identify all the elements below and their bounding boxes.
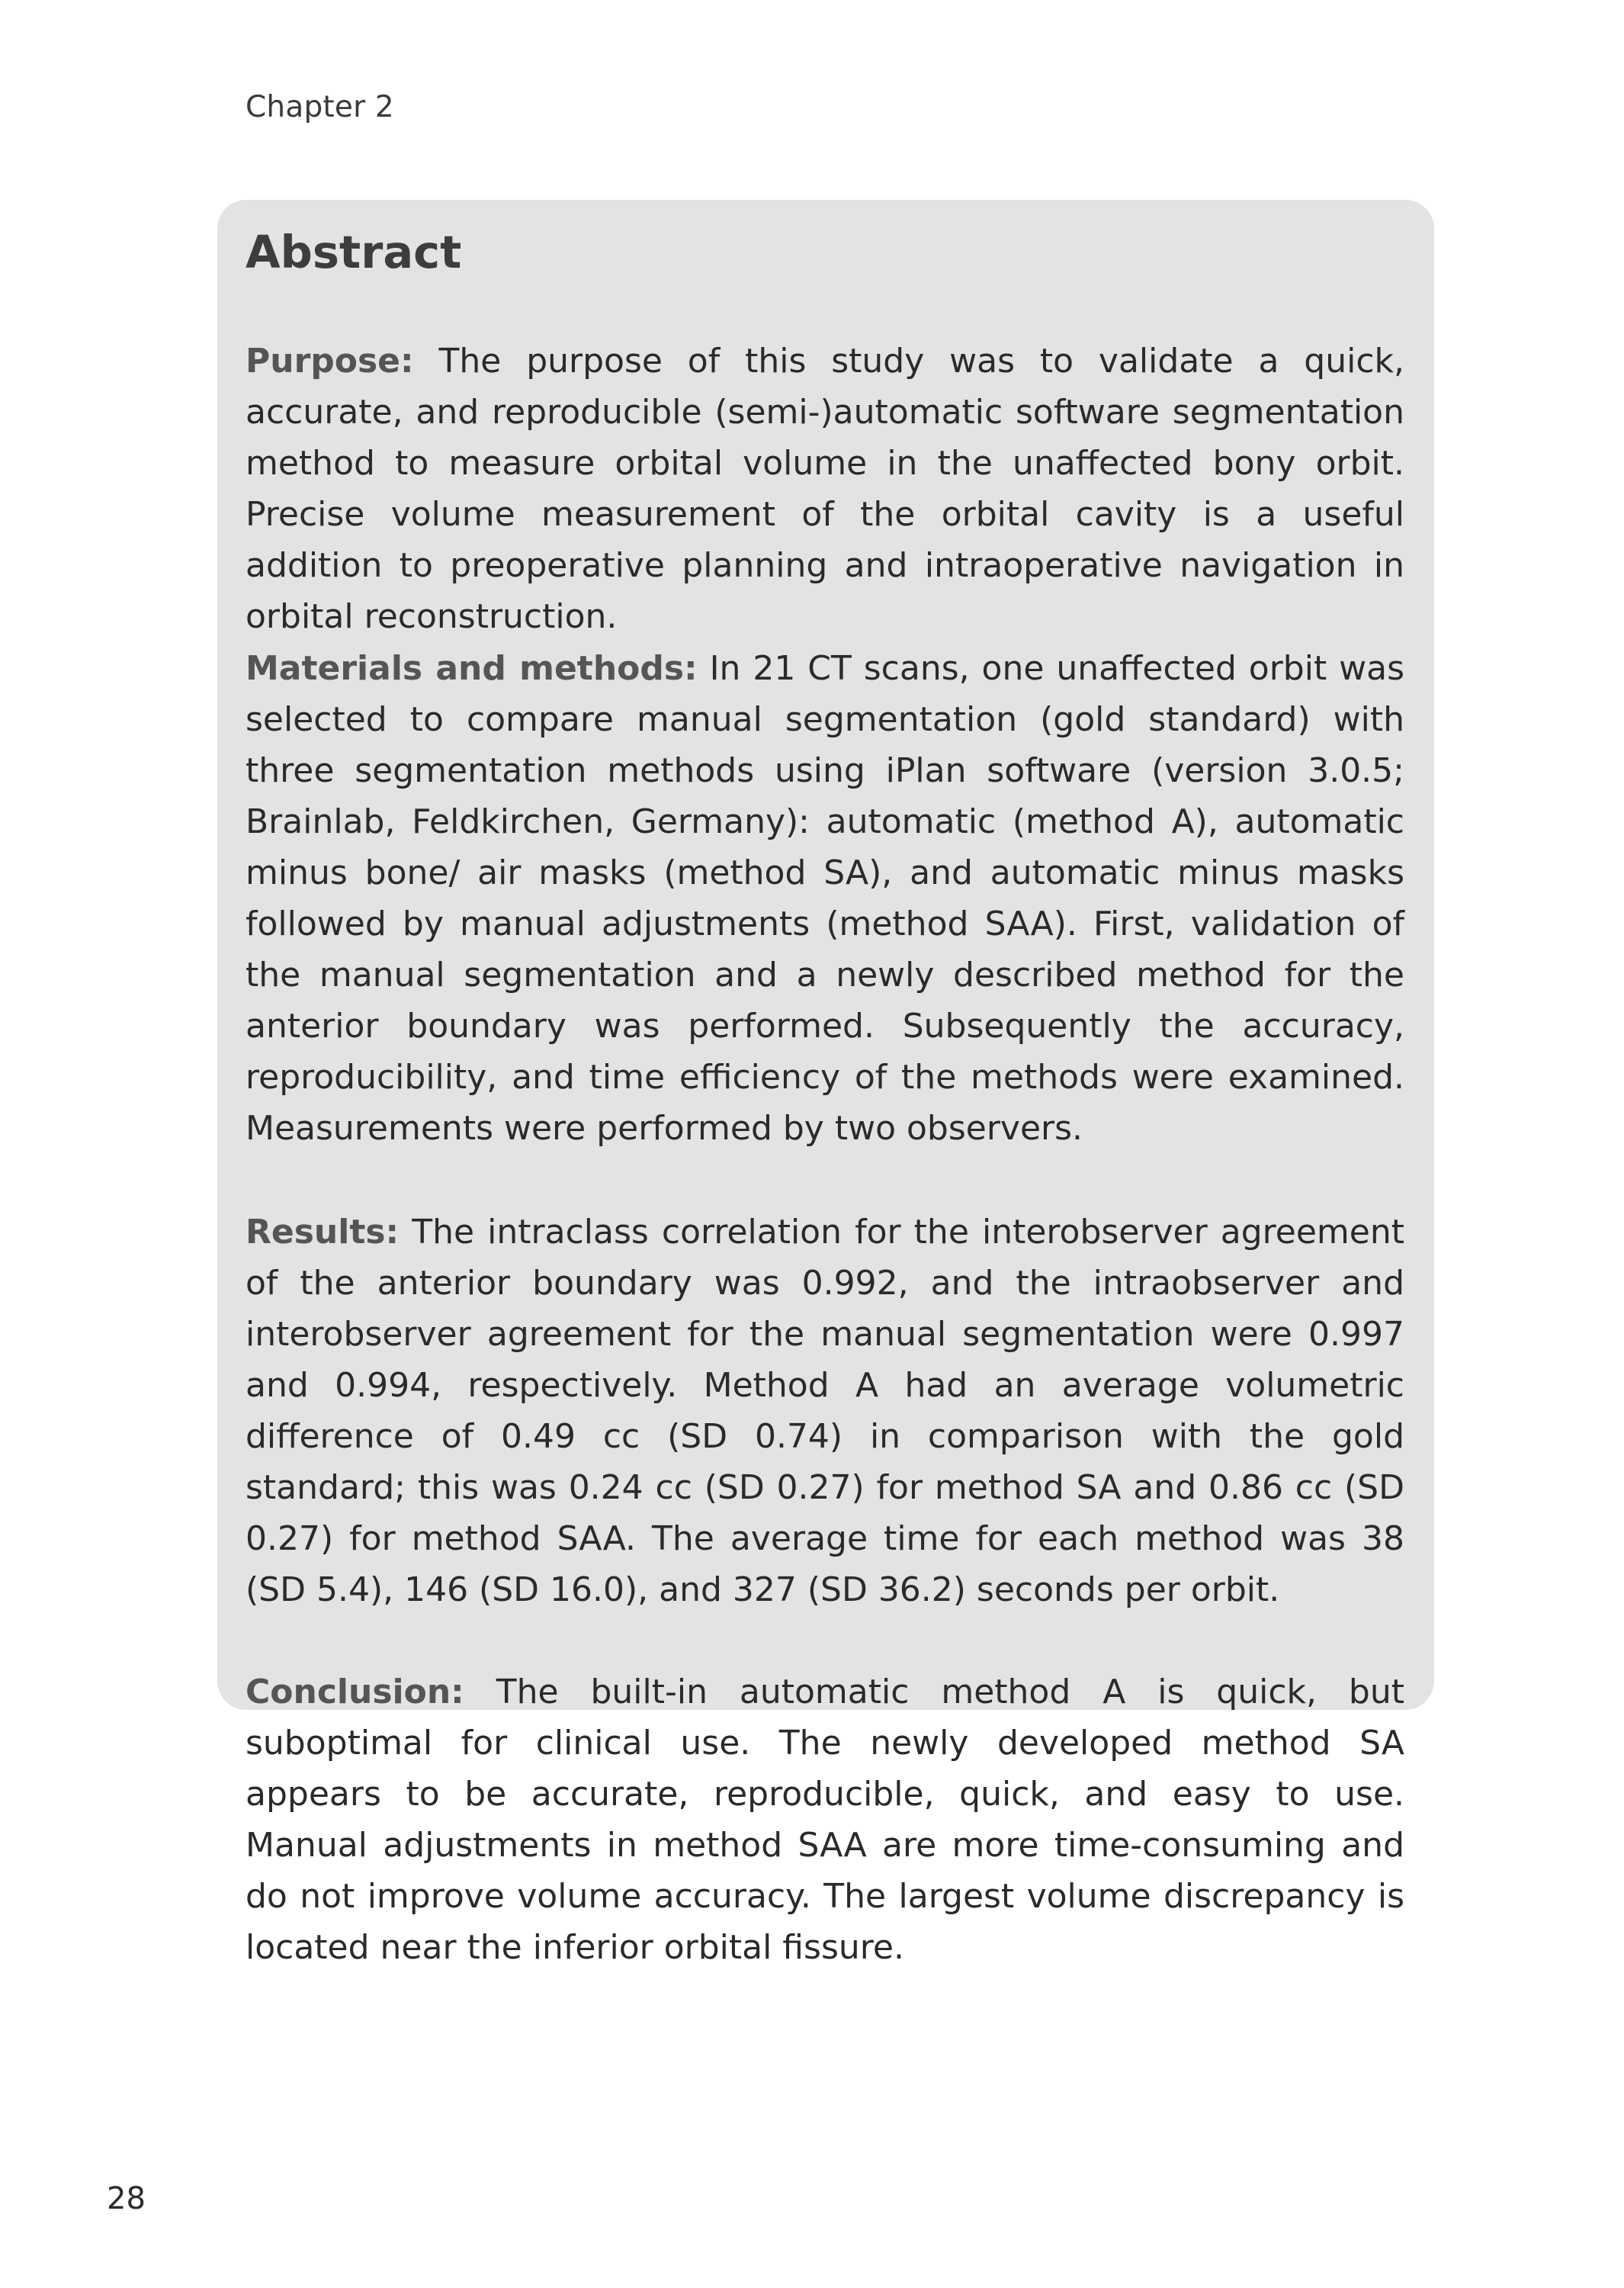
section-label: Results: (246, 1213, 400, 1252)
abstract-section-results (246, 1207, 1404, 1615)
page-number: 28 (107, 2181, 146, 2216)
abstract-title: Abstract (246, 226, 462, 278)
abstract-section-purpose (246, 336, 1404, 642)
abstract-section-conclusion (246, 1666, 1404, 1973)
section-text: The built-in automatic method A is quick, but suboptimal for clinical use. The newly developed method SA appears to be accurate, reproducible, quick, and easy to use. Manual adjustments in method SAA are more time-consuming and do not improve volume accuracy. The largest volume discrepancy is located near the inferior orbital fissure. (246, 1673, 1404, 1967)
section-text: The intraclass correlation for the interobserver agreement of the anterior boundary was 0.992, and the intraobserver and interobserver agreement for the manual segmentation were 0.997 and 0.994, respectively. Method A had an average volumetric difference of 0.49 cc (SD 0.74) in comparison with the gold standard; this was 0.24 cc (SD 0.27) for method SA and 0.86 cc (SD 0.27) for method SAA. The average time for each method was 38 (SD 5.4), 146 (SD 16.0), and 327 (SD 36.2) seconds per orbit. (246, 1213, 1404, 1609)
section-label: Materials and methods: (246, 649, 698, 688)
section-text: In 21 CT scans, one unaffected orbit was selected to compare manual segmentation (gold standard) with three segmentation methods using iPlan software (version 3.0.5; Brainlab, Feldkirchen, Germany): automatic (method A), automatic minus bone/ air masks (method SA), and automatic minus masks followed by manual adjustments (method SAA). First, validation of the manual segmentation and a newly described method for the anterior boundary was performed. Subsequently the accuracy, reproducibility, and time efficiency of the methods were examined. Measurements were performed by two observers. (246, 649, 1404, 1148)
section-label: Purpose: (246, 342, 414, 381)
abstract-section-methods (246, 643, 1404, 1154)
section-text: The purpose of this study was to validate a quick, accurate, and reproducible (semi-)automatic software segmentation method to measure orbital volume in the unaffected bony orbit. Precise volume measurement of the orbital cavity is a useful addition to preoperative planning and intraoperative navigation in orbital reconstruction. (246, 342, 1404, 636)
section-label: Conclusion: (246, 1673, 464, 1711)
running-head: Chapter 2 (246, 90, 394, 124)
